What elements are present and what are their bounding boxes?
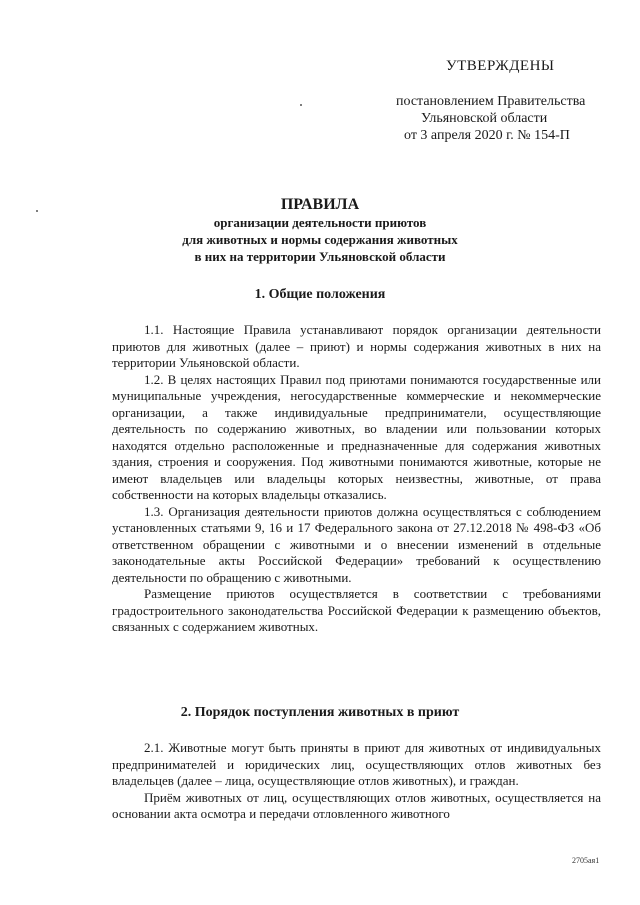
- document-code: 2705ая1: [572, 856, 600, 865]
- scan-speck: [36, 210, 38, 212]
- approval-block: [396, 58, 610, 144]
- paragraph-1-1: 1.1. Настоящие Правила устанавливают порядок организации деятельности приютов для животных (далее – приют) и нормы содержания животных в них на территории Ульяновской области.: [112, 322, 601, 370]
- approval-line-3: от 3 апреля 2020 г. № 154-П: [404, 128, 570, 143]
- title-sub-1: организации деятельности приютов: [213, 215, 427, 230]
- approval-line-1: постановлением Правительства: [396, 94, 586, 109]
- section-2-heading: 2. Порядок поступления животных в приют: [180, 705, 460, 720]
- section-2-body: [112, 740, 601, 823]
- paragraph-1-4: Размещение приютов осуществляется в соответствии с требованиями градостроительного законодательства Российской Федерации к размещению объектов, связанных с содержанием животных.: [112, 586, 601, 634]
- title-sub-2: для животных и нормы содержания животных: [182, 232, 458, 247]
- document-title: [82, 196, 558, 265]
- paragraph-2-2: Приём животных от лиц, осуществляющих отлов животных, осуществляется на основании акта осмотра и передачи отловленного животного: [112, 789, 601, 821]
- section-1-body: [112, 322, 601, 636]
- title-main: ПРАВИЛА: [280, 196, 360, 213]
- approval-line-2: Ульяновской области: [421, 111, 548, 126]
- title-sub-3: в них на территории Ульяновской области: [194, 249, 446, 264]
- paragraph-1-3: 1.3. Организация деятельности приютов должна осуществляться с соблюдением установленных статьями 9, 16 и 17 Федерального закона от 27.12.2018 № 498-ФЗ «Об ответственном обращении с животными и о внесении изменений в отдельные законодательные акты Российской Федерации» требований к осуществлению деятельности по обращению с животными.: [112, 503, 601, 585]
- scan-speck: [300, 104, 302, 106]
- approval-stamp: УТВЕРЖДЕНЫ: [446, 58, 555, 74]
- paragraph-2-1: 2.1. Животные могут быть приняты в приют для животных от индивидуальных предпринимателей и юридических лиц, осуществляющих отлов животных без владельцев (далее – лица, осуществляющие отлов животных), и граждан.: [112, 740, 601, 788]
- paragraph-1-2: 1.2. В целях настоящих Правил под приютами понимаются государственные или муниципальные учреждения, негосударственные коммерческие и некоммерческие организации, а также индивидуальные предприниматели, осуществляющие деятельность по содержанию животных, во владении или пользовании которых находятся отдельно расположенные и предназначенные для содержания животных здания, строения и сооружения. Под животными понимаются животные, которые не имеют владельцев или владельцы которых неизвестны, животные, от права собственности на которых владельцы отказались.: [112, 371, 601, 502]
- section-1-heading: 1. Общие положения: [254, 287, 386, 302]
